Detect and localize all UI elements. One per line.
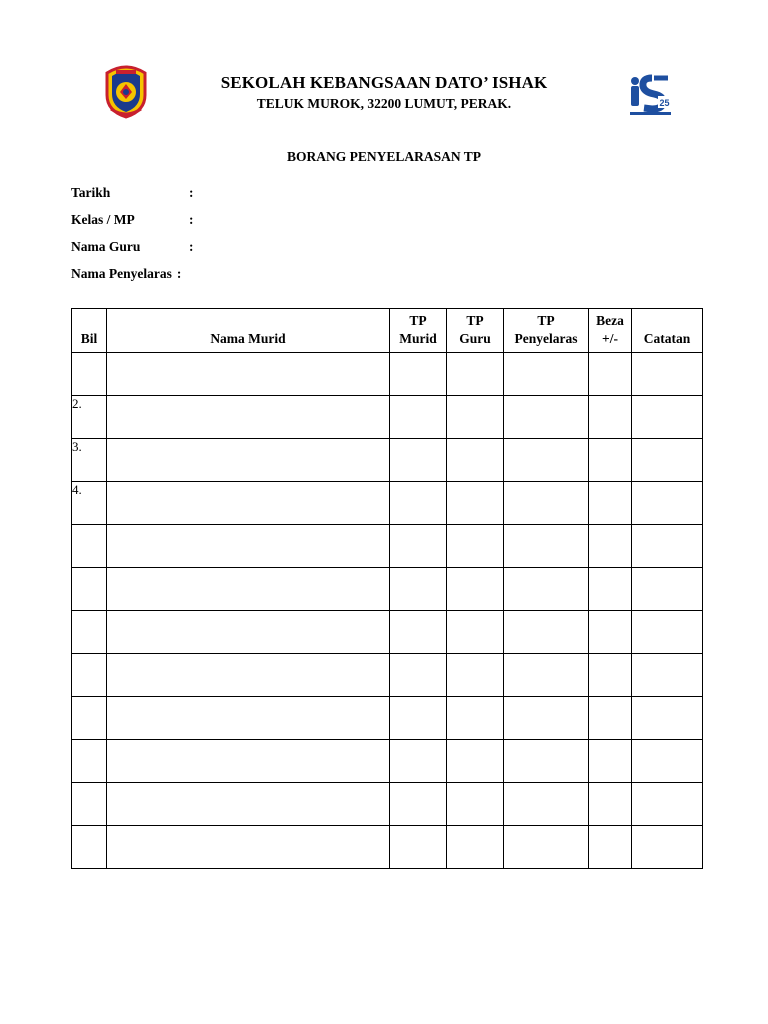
nama-murid-cell[interactable] bbox=[107, 740, 390, 783]
beza-cell[interactable] bbox=[589, 353, 632, 396]
tp-guru-cell[interactable] bbox=[447, 697, 504, 740]
catatan-cell[interactable] bbox=[632, 568, 703, 611]
tp-murid-cell[interactable] bbox=[390, 697, 447, 740]
tp-murid-cell[interactable] bbox=[390, 482, 447, 525]
table-row bbox=[72, 783, 703, 826]
table-row bbox=[72, 482, 703, 525]
table-row bbox=[72, 654, 703, 697]
tp-penyelaras-cell[interactable] bbox=[504, 353, 589, 396]
field-colon: : bbox=[189, 212, 194, 227]
beza-cell[interactable] bbox=[589, 654, 632, 697]
header-tp-murid: TP Murid bbox=[390, 309, 447, 353]
tp-penyelaras-cell[interactable] bbox=[504, 611, 589, 654]
bil-cell bbox=[72, 783, 107, 826]
field-label: Tarikh bbox=[71, 185, 111, 200]
bil-cell bbox=[72, 654, 107, 697]
nama-murid-cell[interactable] bbox=[107, 482, 390, 525]
form-title: BORANG PENYELARASAN TP bbox=[286, 149, 482, 164]
tp-guru-cell[interactable] bbox=[447, 568, 504, 611]
catatan-cell[interactable] bbox=[632, 654, 703, 697]
header-tp-guru: TP Guru bbox=[447, 309, 504, 353]
table-row bbox=[72, 525, 703, 568]
tp-penyelaras-cell[interactable] bbox=[504, 525, 589, 568]
catatan-cell[interactable] bbox=[632, 697, 703, 740]
tp-guru-cell[interactable] bbox=[447, 654, 504, 697]
tp-murid-cell[interactable] bbox=[390, 740, 447, 783]
field-colon: : bbox=[176, 266, 182, 281]
beza-cell[interactable] bbox=[589, 396, 632, 439]
catatan-cell[interactable] bbox=[632, 353, 703, 396]
beza-cell[interactable] bbox=[589, 826, 632, 869]
catatan-cell[interactable] bbox=[632, 783, 703, 826]
header-beza: Beza +/- bbox=[589, 309, 632, 353]
nama-murid-cell[interactable] bbox=[107, 568, 390, 611]
tp-guru-cell[interactable] bbox=[447, 740, 504, 783]
nama-murid-cell[interactable] bbox=[107, 439, 390, 482]
table-row bbox=[72, 826, 703, 869]
catatan-cell[interactable] bbox=[632, 525, 703, 568]
tp-guru-cell[interactable] bbox=[447, 353, 504, 396]
tp-penyelaras-cell[interactable] bbox=[504, 826, 589, 869]
tp-murid-cell[interactable] bbox=[390, 783, 447, 826]
field-nama-guru[interactable] bbox=[71, 239, 194, 255]
nama-murid-cell[interactable] bbox=[107, 353, 390, 396]
school-name: SEKOLAH KEBANGSAAN DATO’ ISHAK bbox=[220, 73, 548, 92]
beza-cell[interactable] bbox=[589, 740, 632, 783]
tp-murid-cell[interactable] bbox=[390, 353, 447, 396]
catatan-cell[interactable] bbox=[632, 740, 703, 783]
catatan-cell[interactable] bbox=[632, 826, 703, 869]
field-colon: : bbox=[189, 185, 194, 200]
tp-penyelaras-cell[interactable] bbox=[504, 654, 589, 697]
tp-penyelaras-cell[interactable] bbox=[504, 482, 589, 525]
tp-murid-cell[interactable] bbox=[390, 611, 447, 654]
tp-penyelaras-cell[interactable] bbox=[504, 697, 589, 740]
beza-cell[interactable] bbox=[589, 783, 632, 826]
header-tp-penyelaras: TP Penyelaras bbox=[504, 309, 589, 353]
nama-murid-cell[interactable] bbox=[107, 396, 390, 439]
beza-cell[interactable] bbox=[589, 697, 632, 740]
nama-murid-cell[interactable] bbox=[107, 697, 390, 740]
table-row bbox=[72, 568, 703, 611]
tp-guru-cell[interactable] bbox=[447, 396, 504, 439]
field-label: Nama Guru bbox=[71, 239, 141, 254]
tp-guru-cell[interactable] bbox=[447, 826, 504, 869]
bil-cell bbox=[72, 611, 107, 654]
nama-murid-cell[interactable] bbox=[107, 525, 390, 568]
bil-cell bbox=[72, 525, 107, 568]
table-row bbox=[72, 611, 703, 654]
tp-murid-cell[interactable] bbox=[390, 439, 447, 482]
table-row bbox=[72, 439, 703, 482]
nama-murid-cell[interactable] bbox=[107, 654, 390, 697]
tp-murid-cell[interactable] bbox=[390, 826, 447, 869]
tp-murid-cell[interactable] bbox=[390, 396, 447, 439]
catatan-cell[interactable] bbox=[632, 482, 703, 525]
header-catatan: Catatan bbox=[632, 309, 703, 353]
nama-murid-cell[interactable] bbox=[107, 826, 390, 869]
tp-guru-cell[interactable] bbox=[447, 525, 504, 568]
tp-penyelaras-cell[interactable] bbox=[504, 439, 589, 482]
tp-guru-cell[interactable] bbox=[447, 439, 504, 482]
beza-cell[interactable] bbox=[589, 568, 632, 611]
table-row bbox=[72, 740, 703, 783]
table-row bbox=[72, 697, 703, 740]
field-label: Nama Penyelaras bbox=[71, 266, 172, 281]
nama-murid-cell[interactable] bbox=[107, 611, 390, 654]
bil-cell bbox=[72, 697, 107, 740]
tp-murid-cell[interactable] bbox=[390, 654, 447, 697]
tp-murid-cell[interactable] bbox=[390, 568, 447, 611]
bil-cell: 2. bbox=[72, 396, 107, 439]
field-colon: : bbox=[189, 239, 194, 254]
beza-cell[interactable] bbox=[589, 611, 632, 654]
header-bil: Bil bbox=[72, 309, 107, 353]
field-label: Kelas / MP bbox=[71, 212, 135, 227]
bil-cell: 4. bbox=[72, 482, 107, 525]
tp-penyelaras-cell[interactable] bbox=[504, 568, 589, 611]
header-nama-murid: Nama Murid bbox=[107, 309, 390, 353]
beza-cell[interactable] bbox=[589, 482, 632, 525]
bil-cell bbox=[72, 826, 107, 869]
tp-penyelaras-cell[interactable] bbox=[504, 396, 589, 439]
tp-penyelaras-cell[interactable] bbox=[504, 783, 589, 826]
table-header-row bbox=[72, 309, 703, 353]
field-nama-penyelaras[interactable] bbox=[71, 266, 181, 282]
tp-penyelaras-cell[interactable] bbox=[504, 740, 589, 783]
student-tp-table bbox=[71, 308, 703, 869]
tp-guru-cell[interactable] bbox=[447, 783, 504, 826]
tp-guru-cell[interactable] bbox=[447, 482, 504, 525]
table-body bbox=[72, 353, 703, 869]
catatan-cell[interactable] bbox=[632, 439, 703, 482]
beza-cell[interactable] bbox=[589, 439, 632, 482]
field-tarikh[interactable] bbox=[71, 185, 194, 201]
bil-cell bbox=[72, 353, 107, 396]
field-kelas-mp[interactable] bbox=[71, 212, 194, 228]
bil-cell bbox=[72, 568, 107, 611]
table-row bbox=[72, 353, 703, 396]
tp-guru-cell[interactable] bbox=[447, 611, 504, 654]
tp-murid-cell[interactable] bbox=[390, 525, 447, 568]
bil-cell: 3. bbox=[72, 439, 107, 482]
school-address: TELUK MUROK, 32200 LUMUT, PERAK. bbox=[256, 96, 512, 111]
logo-number-text: 25 bbox=[659, 98, 670, 108]
beza-cell[interactable] bbox=[589, 525, 632, 568]
catatan-cell[interactable] bbox=[632, 396, 703, 439]
table-row bbox=[72, 396, 703, 439]
nama-murid-cell[interactable] bbox=[107, 783, 390, 826]
bil-cell bbox=[72, 740, 107, 783]
catatan-cell[interactable] bbox=[632, 611, 703, 654]
